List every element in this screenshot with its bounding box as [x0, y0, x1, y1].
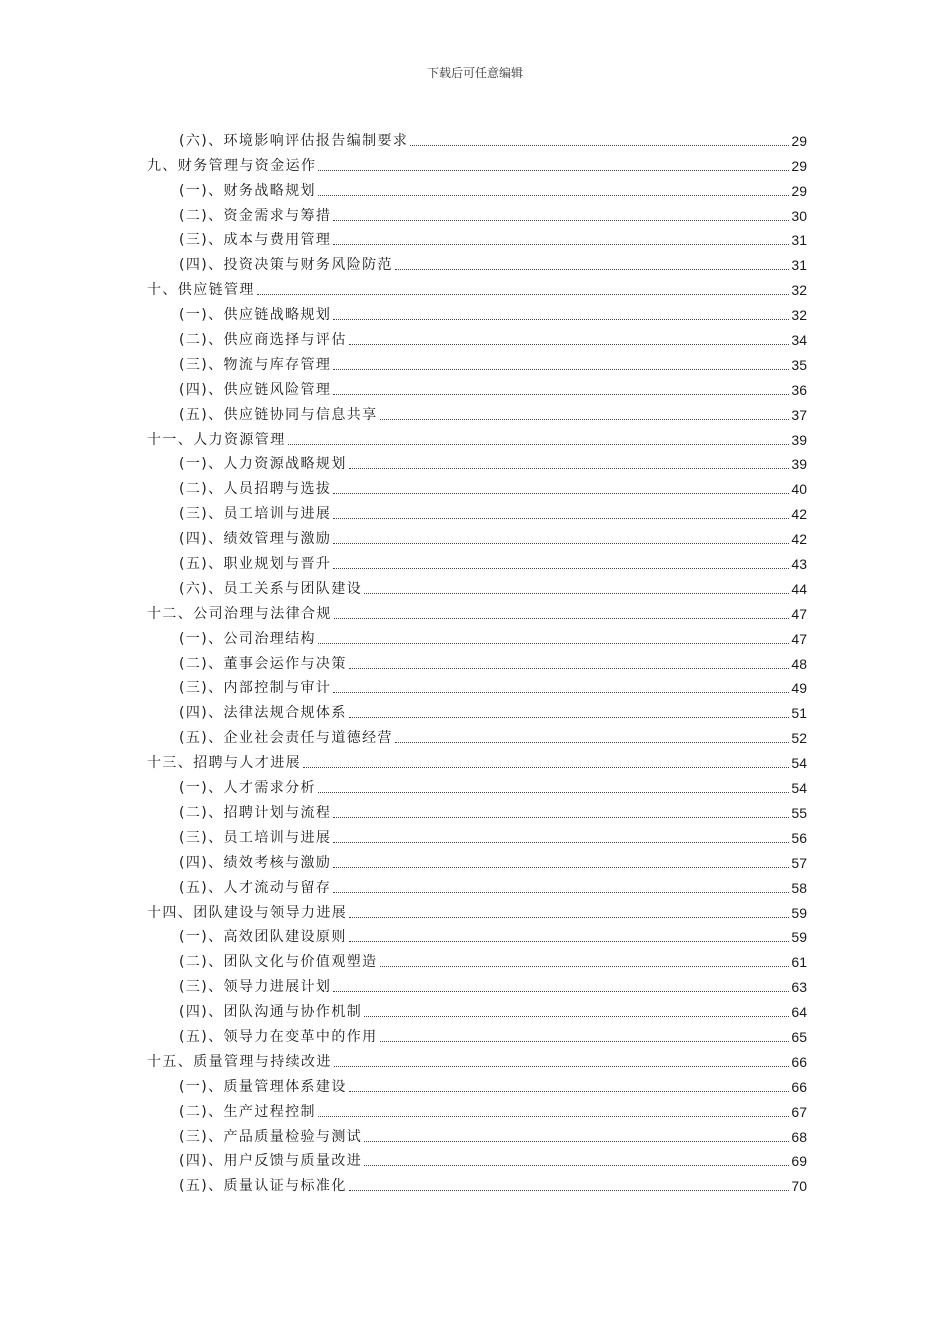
- toc-chapter-entry[interactable]: [147, 748, 807, 773]
- toc-section-entry[interactable]: [147, 698, 807, 723]
- toc-dot-leader: [333, 394, 789, 395]
- toc-page-number: 56: [791, 829, 807, 846]
- toc-page-number: 32: [791, 307, 807, 324]
- toc-entry-title: (三)、员工培训与进展: [179, 829, 332, 846]
- toc-section-entry[interactable]: [147, 126, 807, 151]
- toc-section-entry[interactable]: [147, 1022, 807, 1047]
- toc-dot-leader: [303, 767, 789, 768]
- toc-dot-leader: [364, 1165, 789, 1166]
- toc-section-entry[interactable]: [147, 300, 807, 325]
- toc-page-number: 52: [791, 730, 807, 747]
- toc-section-entry[interactable]: [147, 923, 807, 948]
- toc-dot-leader: [333, 220, 789, 221]
- toc-page-number: 29: [791, 157, 807, 174]
- toc-entry-title: 九、财务管理与资金运作: [147, 157, 317, 174]
- toc-section-entry[interactable]: [147, 823, 807, 848]
- toc-section-entry[interactable]: [147, 325, 807, 350]
- toc-page-number: 68: [791, 1128, 807, 1145]
- toc-dot-leader: [380, 966, 790, 967]
- toc-entry-title: (四)、用户反馈与质量改进: [179, 1153, 363, 1170]
- toc-page-number: 34: [791, 332, 807, 349]
- toc-chapter-entry[interactable]: [147, 275, 807, 300]
- toc-section-entry[interactable]: [147, 649, 807, 674]
- toc-page-number: 55: [791, 804, 807, 821]
- toc-page-number: 51: [791, 705, 807, 722]
- toc-entry-title: (二)、资金需求与筹措: [179, 207, 332, 224]
- toc-entry-title: (六)、员工关系与团队建设: [179, 580, 363, 597]
- toc-page-number: 70: [791, 1178, 807, 1195]
- toc-entry-title: (四)、绩效管理与激励: [179, 531, 332, 548]
- toc-dot-leader: [349, 1091, 790, 1092]
- toc-dot-leader: [333, 369, 789, 370]
- toc-dot-leader: [318, 1116, 789, 1117]
- toc-entry-title: (一)、人才需求分析: [179, 780, 316, 797]
- toc-section-entry[interactable]: [147, 773, 807, 798]
- toc-page-number: 47: [791, 630, 807, 647]
- toc-dot-leader: [364, 1016, 789, 1017]
- toc-entry-title: 十、供应链管理: [147, 282, 255, 299]
- toc-page-number: 47: [791, 605, 807, 622]
- toc-page-number: 59: [791, 904, 807, 921]
- toc-section-entry[interactable]: [147, 250, 807, 275]
- toc-dot-leader: [349, 468, 790, 469]
- toc-entry-title: (一)、高效团队建设原则: [179, 929, 347, 946]
- toc-dot-leader: [333, 817, 789, 818]
- toc-section-entry[interactable]: [147, 1072, 807, 1097]
- toc-dot-leader: [288, 444, 790, 445]
- toc-dot-leader: [349, 941, 790, 942]
- toc-dot-leader: [395, 742, 789, 743]
- toc-entry-title: (三)、物流与库存管理: [179, 356, 332, 373]
- toc-page-number: 39: [791, 431, 807, 448]
- toc-page-number: 40: [791, 481, 807, 498]
- toc-entry-title: (四)、绩效考核与激励: [179, 854, 332, 871]
- toc-dot-leader: [257, 294, 790, 295]
- toc-dot-leader: [318, 170, 789, 171]
- toc-page-number: 54: [791, 780, 807, 797]
- toc-section-entry[interactable]: [147, 524, 807, 549]
- toc-entry-title: (二)、招聘计划与流程: [179, 804, 332, 821]
- toc-entry-title: (四)、团队沟通与协作机制: [179, 1004, 363, 1021]
- toc-page-number: 32: [791, 282, 807, 299]
- toc-entry-title: (一)、公司治理结构: [179, 630, 316, 647]
- toc-section-entry[interactable]: [147, 848, 807, 873]
- toc-dot-leader: [395, 269, 789, 270]
- toc-section-entry[interactable]: [147, 400, 807, 425]
- toc-page-number: 42: [791, 506, 807, 523]
- toc-dot-leader: [318, 792, 789, 793]
- toc-entry-title: 十四、团队建设与领导力进展: [147, 904, 348, 921]
- toc-page-number: 67: [791, 1103, 807, 1120]
- toc-entry-title: (二)、人员招聘与选拔: [179, 481, 332, 498]
- toc-entry-title: (一)、人力资源战略规划: [179, 456, 347, 473]
- toc-section-entry[interactable]: [147, 1147, 807, 1172]
- toc-page-number: 66: [791, 1078, 807, 1095]
- table-of-contents: [147, 126, 807, 1196]
- toc-dot-leader: [333, 319, 789, 320]
- toc-section-entry[interactable]: [147, 1097, 807, 1122]
- toc-entry-title: (一)、财务战略规划: [179, 182, 316, 199]
- toc-entry-title: (一)、质量管理体系建设: [179, 1078, 347, 1095]
- toc-section-entry[interactable]: [147, 574, 807, 599]
- toc-section-entry[interactable]: [147, 499, 807, 524]
- toc-entry-title: (四)、法律法规合规体系: [179, 705, 347, 722]
- toc-dot-leader: [349, 668, 790, 669]
- toc-chapter-entry[interactable]: [147, 898, 807, 923]
- toc-entry-title: (三)、员工培训与进展: [179, 506, 332, 523]
- toc-dot-leader: [333, 543, 789, 544]
- toc-dot-leader: [349, 917, 789, 918]
- toc-entry-title: (五)、人才流动与留存: [179, 879, 332, 896]
- toc-page-number: 31: [791, 257, 807, 274]
- toc-dot-leader: [333, 692, 789, 693]
- toc-page-number: 35: [791, 356, 807, 373]
- toc-page-number: 63: [791, 979, 807, 996]
- toc-dot-leader: [380, 419, 790, 420]
- toc-section-entry[interactable]: [147, 972, 807, 997]
- toc-dot-leader: [333, 568, 789, 569]
- toc-dot-leader: [380, 1041, 790, 1042]
- toc-section-entry[interactable]: [147, 176, 807, 201]
- toc-entry-title: (六)、环境影响评估报告编制要求: [179, 132, 409, 149]
- toc-page-number: 29: [791, 182, 807, 199]
- toc-entry-title: 十二、公司治理与法律合规: [147, 605, 332, 622]
- toc-dot-leader: [334, 1066, 790, 1067]
- toc-section-entry[interactable]: [147, 873, 807, 898]
- toc-entry-title: (二)、供应商选择与评估: [179, 332, 347, 349]
- toc-entry-title: (五)、职业规划与晋升: [179, 556, 332, 573]
- toc-entry-title: (四)、供应链风险管理: [179, 381, 332, 398]
- toc-dot-leader: [333, 493, 789, 494]
- toc-page-number: 31: [791, 232, 807, 249]
- toc-page-number: 58: [791, 879, 807, 896]
- toc-entry-title: (三)、领导力进展计划: [179, 979, 332, 996]
- toc-dot-leader: [333, 518, 789, 519]
- toc-dot-leader: [333, 842, 789, 843]
- toc-section-entry[interactable]: [147, 549, 807, 574]
- toc-entry-title: (五)、质量认证与标准化: [179, 1178, 347, 1195]
- toc-page-number: 59: [791, 929, 807, 946]
- toc-page-number: 57: [791, 854, 807, 871]
- toc-page-number: 29: [791, 132, 807, 149]
- toc-section-entry[interactable]: [147, 798, 807, 823]
- toc-section-entry[interactable]: [147, 350, 807, 375]
- toc-section-entry[interactable]: [147, 474, 807, 499]
- toc-page-number: 48: [791, 655, 807, 672]
- toc-section-entry[interactable]: [147, 375, 807, 400]
- toc-entry-title: (二)、董事会运作与决策: [179, 655, 347, 672]
- toc-entry-title: (三)、产品质量检验与测试: [179, 1128, 363, 1145]
- toc-section-entry[interactable]: [147, 1122, 807, 1147]
- toc-page-number: 64: [791, 1004, 807, 1021]
- toc-entry-title: (五)、供应链协同与信息共享: [179, 406, 378, 423]
- toc-dot-leader: [318, 643, 789, 644]
- toc-dot-leader: [334, 618, 790, 619]
- page-header: 下载后可任意编辑: [426, 66, 523, 80]
- toc-section-entry[interactable]: [147, 674, 807, 699]
- toc-section-entry[interactable]: [147, 624, 807, 649]
- toc-entry-title: (三)、内部控制与审计: [179, 680, 332, 697]
- toc-dot-leader: [318, 195, 789, 196]
- toc-dot-leader: [349, 344, 790, 345]
- toc-section-entry[interactable]: [147, 997, 807, 1022]
- toc-page-number: 65: [791, 1028, 807, 1045]
- toc-entry-title: (二)、团队文化与价值观塑造: [179, 954, 378, 971]
- toc-page-number: 39: [791, 456, 807, 473]
- toc-entry-title: (五)、企业社会责任与道德经营: [179, 730, 393, 747]
- toc-section-entry[interactable]: [147, 226, 807, 251]
- toc-page-number: 42: [791, 531, 807, 548]
- toc-section-entry[interactable]: [147, 1171, 807, 1196]
- toc-entry-title: (四)、投资决策与财务风险防范: [179, 257, 393, 274]
- toc-page-number: 37: [791, 406, 807, 423]
- toc-entry-title: 十五、质量管理与持续改进: [147, 1053, 332, 1070]
- toc-section-entry[interactable]: [147, 723, 807, 748]
- toc-chapter-entry[interactable]: [147, 425, 807, 450]
- toc-dot-leader: [333, 892, 789, 893]
- toc-page-number: 44: [791, 580, 807, 597]
- toc-entry-title: (一)、供应链战略规划: [179, 307, 332, 324]
- toc-section-entry[interactable]: [147, 201, 807, 226]
- toc-dot-leader: [333, 244, 789, 245]
- toc-entry-title: 十三、招聘与人才进展: [147, 755, 301, 772]
- toc-dot-leader: [349, 1190, 790, 1191]
- toc-section-entry[interactable]: [147, 947, 807, 972]
- toc-entry-title: (二)、生产过程控制: [179, 1103, 316, 1120]
- toc-entry-title: (五)、领导力在变革中的作用: [179, 1028, 378, 1045]
- toc-page-number: 54: [791, 755, 807, 772]
- toc-dot-leader: [410, 145, 789, 146]
- toc-dot-leader: [333, 867, 789, 868]
- toc-dot-leader: [364, 1141, 789, 1142]
- toc-page-number: 36: [791, 381, 807, 398]
- toc-dot-leader: [333, 991, 789, 992]
- toc-chapter-entry[interactable]: [147, 599, 807, 624]
- toc-dot-leader: [349, 717, 790, 718]
- toc-section-entry[interactable]: [147, 450, 807, 475]
- toc-dot-leader: [364, 593, 789, 594]
- toc-page-number: 43: [791, 556, 807, 573]
- toc-page-number: 66: [791, 1053, 807, 1070]
- toc-page-number: 61: [791, 954, 807, 971]
- toc-chapter-entry[interactable]: [147, 1047, 807, 1072]
- toc-page-number: 69: [791, 1153, 807, 1170]
- toc-chapter-entry[interactable]: [147, 151, 807, 176]
- toc-page-number: 49: [791, 680, 807, 697]
- toc-page-number: 30: [791, 207, 807, 224]
- toc-entry-title: 十一、人力资源管理: [147, 431, 286, 448]
- toc-entry-title: (三)、成本与费用管理: [179, 232, 332, 249]
